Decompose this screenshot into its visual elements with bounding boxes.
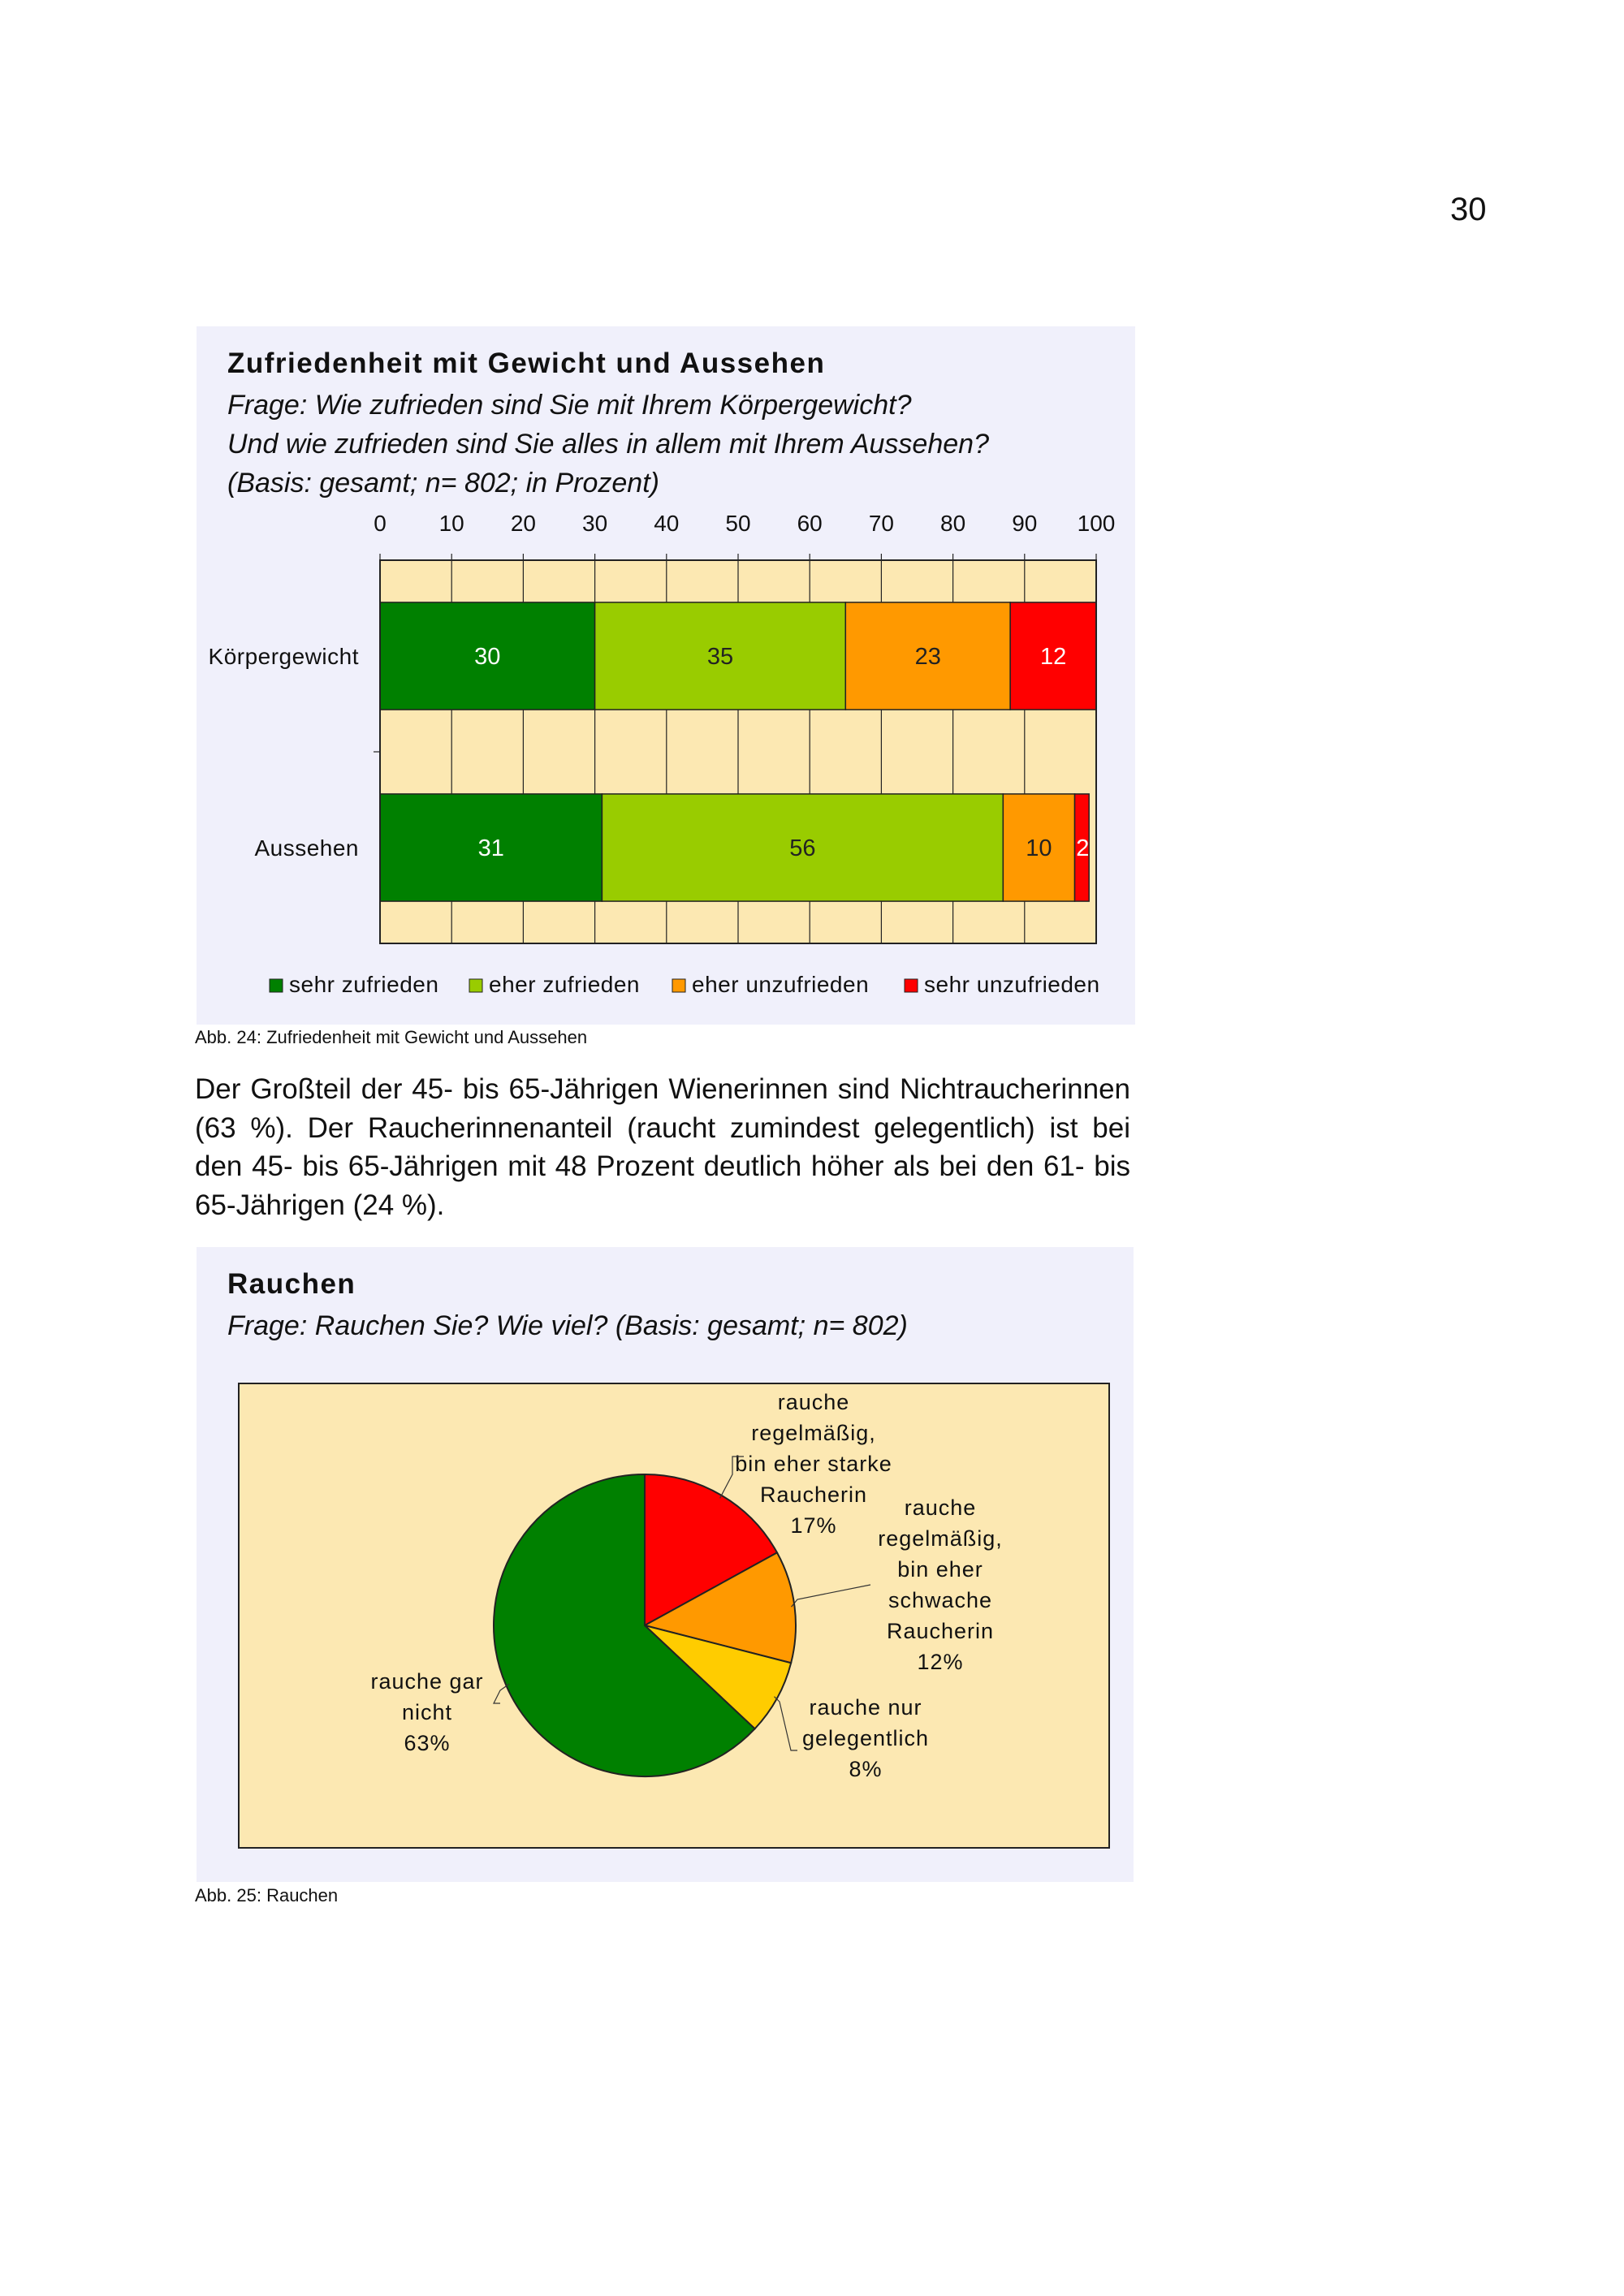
slice-label: 63% — [404, 1731, 451, 1755]
bar-data-label: 10 — [1026, 835, 1052, 861]
x-tick-label: 90 — [1012, 511, 1038, 536]
figure-question-line-3: (Basis: gesamt; n= 802; in Prozent) — [227, 468, 659, 498]
figure-question: Frage: Rauchen Sie? Wie viel? (Basis: gesamt; n= 802) — [227, 1310, 908, 1341]
bar-data-label: 30 — [474, 644, 501, 670]
slice-label: nicht — [401, 1700, 453, 1724]
slice-label: regelmäßig, — [751, 1421, 876, 1445]
slice-label: bin eher — [897, 1557, 983, 1582]
legend-label: sehr zufrieden — [289, 972, 439, 997]
slice-label: 17% — [790, 1513, 837, 1538]
body-paragraph: Der Großteil der 45- bis 65-Jährigen Wienerinnen sind Nichtraucherinnen (63 %). Der Raucherinnenanteil (raucht zumindest gelegentlich) ist bei den 45- bis 65-Jährigen mit 48 Prozent deutlich höher als bei den 61- bis 65-Jährigen (24 %). — [195, 1073, 1130, 1221]
figure-caption-24: Abb. 24: Zufriedenheit mit Gewicht und Aussehen — [195, 1027, 588, 1047]
slice-label: rauche — [904, 1495, 977, 1520]
category-label: Körpergewicht — [208, 644, 359, 669]
slice-label: 8% — [849, 1757, 883, 1781]
bar-data-label: 35 — [706, 644, 734, 670]
figure-question-line-1: Frage: Wie zufrieden sind Sie mit Ihrem Körpergewicht? — [227, 390, 912, 421]
legend-swatch — [469, 979, 482, 992]
legend-label: eher unzufrieden — [692, 972, 870, 997]
stacked-bar-chart — [197, 326, 1135, 1025]
pie-chart — [197, 1247, 1134, 1882]
x-tick-label: 30 — [582, 511, 608, 536]
figure-title: Zufriedenheit mit Gewicht und Aussehen — [227, 347, 826, 379]
smoking-figure-panel — [197, 1247, 1134, 1882]
page-number: 30 — [1450, 192, 1487, 227]
slice-label: rauche nur — [809, 1695, 922, 1720]
x-tick-label: 50 — [725, 511, 751, 536]
x-tick-label: 10 — [438, 511, 464, 536]
x-tick-label: 40 — [654, 511, 680, 536]
slice-label: schwache — [888, 1588, 993, 1612]
slice-label: Raucherin — [759, 1482, 868, 1507]
bar-data-label: 23 — [914, 644, 941, 670]
bar-data-label: 12 — [1039, 644, 1067, 670]
figure-question-line-2: Und wie zufrieden sind Sie alles in allem mit Ihrem Aussehen? — [227, 429, 989, 460]
slice-label: gelegentlich — [801, 1726, 930, 1750]
slice-label: 12% — [917, 1650, 964, 1674]
slice-label: regelmäßig, — [878, 1526, 1003, 1551]
bar-data-label: 56 — [789, 835, 816, 861]
legend-label: sehr unzufrieden — [924, 972, 1100, 997]
slice-label: rauche gar — [370, 1669, 484, 1694]
x-tick-label: 100 — [1077, 511, 1116, 536]
slice-label: Raucherin — [886, 1619, 995, 1643]
x-tick-label: 0 — [374, 511, 387, 536]
legend-label: eher zufrieden — [489, 972, 641, 997]
figure-title: Rauchen — [227, 1268, 356, 1300]
figure-caption-25: Abb. 25: Rauchen — [195, 1885, 339, 1905]
category-label: Aussehen — [254, 835, 359, 861]
x-tick-label: 70 — [868, 511, 894, 536]
satisfaction-figure-panel — [197, 326, 1135, 1025]
slice-label: bin eher starke — [735, 1452, 892, 1476]
x-tick-label: 60 — [797, 511, 823, 536]
slice-label: rauche — [777, 1390, 850, 1414]
legend-swatch — [672, 979, 685, 992]
x-tick-label: 80 — [940, 511, 966, 536]
legend-swatch — [270, 979, 283, 992]
bar-data-label: 31 — [477, 835, 504, 861]
legend-swatch — [905, 979, 918, 992]
x-tick-label: 20 — [510, 511, 536, 536]
bar-data-label: 2 — [1076, 835, 1090, 861]
